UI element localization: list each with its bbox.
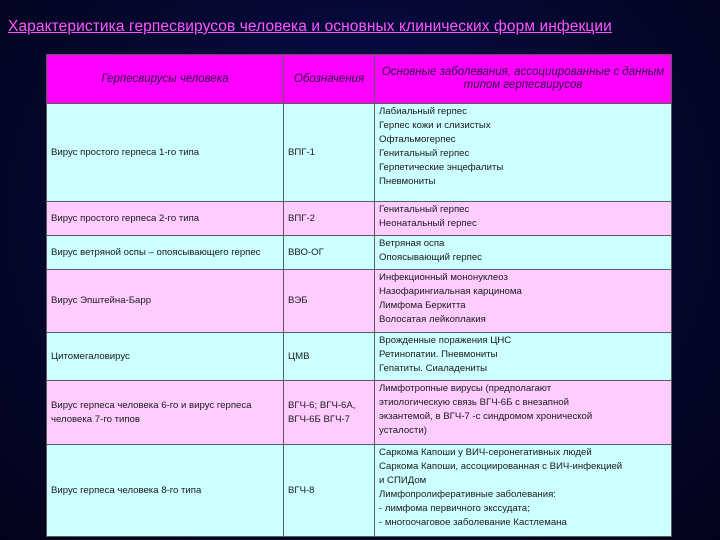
table-row <box>47 333 672 381</box>
disease-line: Лимфома Беркитта <box>379 300 466 311</box>
disease-line: Ветряная оспа <box>379 238 445 249</box>
disease-line: Гепатиты. Сиаладениты <box>379 363 488 374</box>
disease-line: Опоясывающий герпес <box>379 252 482 263</box>
diseases-cell <box>375 236 672 270</box>
diseases-cell <box>375 270 672 333</box>
disease-line: Саркома Капоши у ВИЧ-серонегативных людей <box>379 447 592 458</box>
table-row <box>47 202 672 236</box>
designation-cell: ВПГ-2 <box>284 202 375 236</box>
disease-line: Генитальный герпес <box>379 204 470 215</box>
diseases-cell <box>375 445 672 537</box>
virus-cell: Цитомегаловирус <box>47 333 284 381</box>
designation-cell: ВЭБ <box>284 270 375 333</box>
disease-line: - многоочаговое заболевание Кастлемана <box>379 517 567 528</box>
disease-line: Лимфотропные вирусы (предполагают <box>379 383 552 394</box>
disease-line: Лимфопролиферативные заболевания: <box>379 489 556 500</box>
designation-cell: ВВО-ОГ <box>284 236 375 270</box>
disease-line: Ретинопатии. Пневмониты <box>379 349 498 360</box>
disease-line: и СПИДом <box>379 475 427 486</box>
diseases-cell <box>375 333 672 381</box>
diseases-cell <box>375 202 672 236</box>
header-viruses: Герпесвирусы человека <box>47 55 284 104</box>
virus-cell: Вирус герпеса человека 6-го и вирус герпеса человека 7-го типов <box>47 381 284 445</box>
disease-line: Лабиальный герпес <box>379 106 467 117</box>
designation-cell: ЦМВ <box>284 333 375 381</box>
header-diseases: Основные заболевания, ассоциированные с данным типом герпесвирусов <box>375 55 672 104</box>
disease-line: этиологическую связь ВГЧ-6Б с внезапной <box>379 397 569 408</box>
disease-line: Назофарингиальная карцинома <box>379 286 522 297</box>
virus-cell: Вирус простого герпеса 1-го типа <box>47 104 284 202</box>
header-designation: Обозначения <box>284 55 375 104</box>
disease-line: Неонатальный герпес <box>379 218 477 229</box>
herpesvirus-table <box>46 54 672 537</box>
table-row <box>47 104 672 202</box>
page-title: Характеристика герпесвирусов человека и основных клинических форм инфекции <box>8 18 612 35</box>
table-row <box>47 445 672 537</box>
virus-cell: Вирус простого герпеса 2-го типа <box>47 202 284 236</box>
disease-line: Герпетические энцефалиты <box>379 162 504 173</box>
disease-line: Офтальмогерпес <box>379 134 456 145</box>
disease-line: Генитальный герпес <box>379 148 470 159</box>
disease-line: - лимфома первичного экссудата; <box>379 503 530 514</box>
designation-cell: ВГЧ-6; ВГЧ-6А, ВГЧ-6Б ВГЧ-7 <box>284 381 375 445</box>
disease-line: Инфекционный мононуклеоз <box>379 272 508 283</box>
disease-line: Герпес кожи и слизистых <box>379 120 491 131</box>
disease-line: Врожденные поражения ЦНС <box>379 335 512 346</box>
disease-line: Волосатая лейкоплакия <box>379 314 486 325</box>
disease-line: усталости) <box>379 425 427 436</box>
table-row <box>47 381 672 445</box>
virus-cell: Вирус герпеса человека 8-го типа <box>47 445 284 537</box>
virus-cell: Вирус Эпштейна-Барр <box>47 270 284 333</box>
disease-line: экзантемой, в ВГЧ-7 -с синдромом хронической <box>379 411 593 422</box>
table-row <box>47 236 672 270</box>
disease-line: Пневмониты <box>379 176 436 187</box>
table-header-row <box>47 55 672 104</box>
designation-cell: ВГЧ-8 <box>284 445 375 537</box>
disease-line: Саркома Капоши, ассоциированная с ВИЧ-инфекцией <box>379 461 623 472</box>
designation-cell: ВПГ-1 <box>284 104 375 202</box>
diseases-cell <box>375 381 672 445</box>
virus-cell: Вирус ветряной оспы – опоясывающего герпес <box>47 236 284 270</box>
diseases-cell <box>375 104 672 202</box>
table-row <box>47 270 672 333</box>
